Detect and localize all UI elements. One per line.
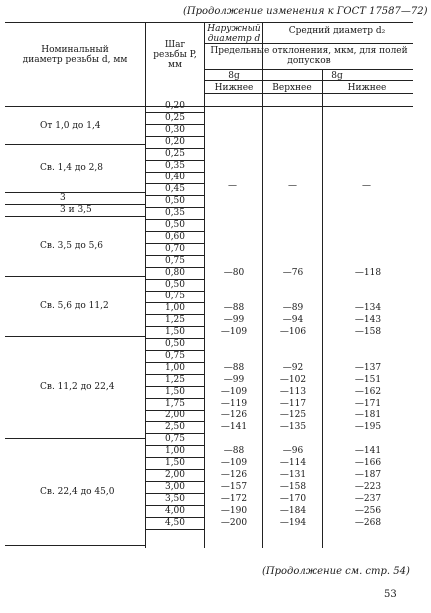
table-row — [0, 112, 431, 124]
table-cell: —109 — [220, 386, 248, 397]
table-cell: —166 — [354, 458, 382, 468]
table-cell: 1,00 — [164, 362, 186, 373]
table-row — [0, 469, 431, 481]
page-number: 53 — [384, 589, 397, 600]
table-row — [0, 314, 431, 326]
table-cell: 0,50 — [164, 279, 186, 290]
table-row — [0, 219, 431, 231]
footer-note: (Продолжение см. стр. 54) — [262, 566, 410, 577]
table-cell: —194 — [279, 517, 307, 528]
table-cell: —237 — [354, 493, 382, 504]
table-cell: —141 — [220, 422, 248, 433]
diam-header: Номинальный диаметр резьбы d, мм — [22, 45, 128, 65]
sub-rule-2 — [204, 69, 413, 70]
table-cell: 2,50 — [164, 422, 186, 433]
table-cell: —158 — [354, 327, 382, 338]
table-cell: —171 — [354, 398, 382, 409]
table-cell: 2,00 — [164, 410, 186, 421]
table-cell: —158 — [279, 481, 307, 492]
fit-mid: 8g — [331, 71, 343, 81]
table-cell: —89 — [282, 303, 304, 314]
table-cell: —195 — [354, 422, 382, 433]
table-cell: 1,50 — [164, 458, 186, 468]
table-cell: —190 — [220, 505, 248, 516]
table-cell: —96 — [282, 446, 304, 457]
table-cell: 0,20 — [164, 136, 186, 147]
table-row — [0, 493, 431, 505]
table-row — [0, 267, 431, 279]
group-label: Св. 1,4 до 2,8 — [40, 163, 103, 173]
table-cell: —106 — [279, 327, 307, 338]
table-row — [0, 457, 431, 469]
table-cell: 1,00 — [164, 303, 186, 314]
table-cell: 3,50 — [164, 493, 186, 504]
table-cell: 0,25 — [164, 148, 186, 159]
table-cell: 0,80 — [164, 267, 186, 278]
group-label: Св. 5,6 до 11,2 — [40, 301, 109, 311]
table-cell: —200 — [220, 517, 248, 528]
table-cell: —151 — [354, 374, 382, 385]
lower-mid: Нижнее — [347, 83, 387, 93]
table-cell: 0,20 — [164, 101, 186, 111]
table-cell: 0,75 — [164, 291, 186, 302]
table-cell: 0,75 — [164, 350, 186, 361]
table-row — [0, 362, 431, 374]
group-label: Св. 3,5 до 5,6 — [40, 241, 103, 251]
table-cell: 0,75 — [164, 434, 186, 445]
table-cell: 3,00 — [164, 481, 186, 492]
table-row — [0, 481, 431, 493]
table-row — [0, 231, 431, 243]
table-row — [0, 279, 431, 291]
table-cell: 1,25 — [164, 374, 186, 385]
table-row — [0, 136, 431, 148]
mid-header: Средний диаметр d₂ — [288, 26, 386, 36]
table-cell: 0,35 — [164, 208, 186, 219]
table-cell: —187 — [354, 469, 382, 480]
table-row — [0, 124, 431, 136]
table-cell: 0,35 — [164, 160, 186, 171]
table-cell: 4,00 — [164, 505, 186, 516]
group-label: Св. 22,4 до 45,0 — [40, 486, 115, 497]
table-cell: 1,75 — [164, 398, 186, 409]
table-row — [0, 433, 431, 445]
dash-lower: — — [362, 181, 371, 191]
lower-outer: Нижнее — [214, 83, 254, 93]
table-cell: 0,70 — [164, 243, 186, 254]
table-cell: —99 — [223, 374, 245, 385]
table-cell: —137 — [354, 362, 382, 373]
group-separator — [5, 545, 145, 546]
table-cell: —172 — [220, 493, 248, 504]
table-row — [0, 160, 431, 172]
table-row — [0, 386, 431, 398]
pitch-header: Шаг резьбы P, мм — [153, 40, 197, 70]
table-cell: —184 — [279, 505, 307, 516]
group-label: От 1,0 до 1,4 — [40, 121, 101, 131]
dash-upper: — — [288, 181, 297, 191]
table-cell: 2,00 — [164, 469, 186, 480]
table-cell: —118 — [354, 267, 382, 278]
table-row — [0, 290, 431, 302]
table-cell: —114 — [279, 458, 307, 468]
group-label: 3 — [60, 193, 66, 203]
group-label: Св. 11,2 до 22,4 — [40, 382, 115, 392]
table-cell: —170 — [279, 493, 307, 504]
table-cell: —113 — [279, 386, 307, 397]
table-cell: 0,50 — [164, 196, 186, 207]
table-cell: —141 — [354, 446, 382, 457]
table-row — [0, 374, 431, 386]
table-row — [0, 255, 431, 267]
outer-header: Наружный диаметр d — [207, 24, 261, 44]
table-cell: —125 — [279, 410, 307, 421]
table-row — [0, 243, 431, 255]
table-row — [0, 517, 431, 529]
table-cell: 1,50 — [164, 386, 186, 397]
dash-outer: — — [228, 181, 237, 191]
table-row — [0, 195, 431, 207]
table-cell: 0,50 — [164, 220, 186, 230]
table-cell: 0,50 — [164, 339, 186, 349]
upper-mid: Верхнее — [272, 83, 312, 93]
table-row — [0, 421, 431, 433]
table-cell: —88 — [223, 303, 245, 314]
table-row — [0, 326, 431, 338]
table-cell: —88 — [223, 446, 245, 457]
table-cell: —143 — [354, 315, 382, 326]
table-cell: 4,50 — [164, 517, 186, 528]
table-cell: —119 — [220, 398, 248, 409]
table-row — [0, 207, 431, 219]
page-header: (Продолжение изменения к ГОСТ 17587—72) — [183, 6, 428, 17]
fit-outer: 8g — [228, 71, 240, 81]
table-cell: —88 — [223, 362, 245, 373]
table-cell: —223 — [354, 481, 382, 492]
table-row — [0, 100, 431, 112]
table-row — [0, 445, 431, 457]
table-cell: 0,40 — [164, 172, 186, 183]
table-cell: —268 — [354, 517, 382, 528]
table-cell: 0,75 — [164, 255, 186, 266]
table-cell: —76 — [282, 267, 304, 278]
table-row — [0, 338, 431, 350]
table-cell: —117 — [279, 398, 307, 409]
table-cell: —94 — [282, 315, 304, 326]
table-cell: —109 — [220, 327, 248, 338]
table-cell: —92 — [282, 362, 304, 373]
table-cell: —80 — [223, 267, 245, 278]
table-row — [0, 302, 431, 314]
sub-rule-4 — [204, 93, 413, 94]
table-cell: —181 — [354, 410, 382, 421]
top-rule — [5, 22, 413, 23]
table-cell: —162 — [354, 386, 382, 397]
table-cell: —134 — [354, 303, 382, 314]
table-row — [0, 505, 431, 517]
table-cell: 0,25 — [164, 112, 186, 123]
table-cell: 0,60 — [164, 231, 186, 242]
table-row — [0, 148, 431, 160]
table-row — [0, 350, 431, 362]
table-cell: 1,50 — [164, 327, 186, 338]
table-cell: —135 — [279, 422, 307, 433]
table-cell: 0,45 — [164, 184, 186, 195]
table-cell: 1,00 — [164, 446, 186, 457]
table-row — [0, 398, 431, 410]
table-cell: —99 — [223, 315, 245, 326]
table-cell: —109 — [220, 458, 248, 468]
group-label: 3 и 3,5 — [60, 205, 92, 215]
table-cell: 1,25 — [164, 315, 186, 326]
table-row — [0, 409, 431, 421]
pitch-rule — [146, 529, 204, 530]
table-cell: —102 — [279, 374, 307, 385]
table-cell: —131 — [279, 469, 307, 480]
table-cell: —256 — [354, 505, 382, 516]
dev-header: Предельные отклонения, мкм, для полей допусков — [210, 46, 408, 66]
table-cell: 0,30 — [164, 124, 186, 135]
table-cell: —126 — [220, 469, 248, 480]
table-cell: —157 — [220, 481, 248, 492]
table-cell: —126 — [220, 410, 248, 421]
